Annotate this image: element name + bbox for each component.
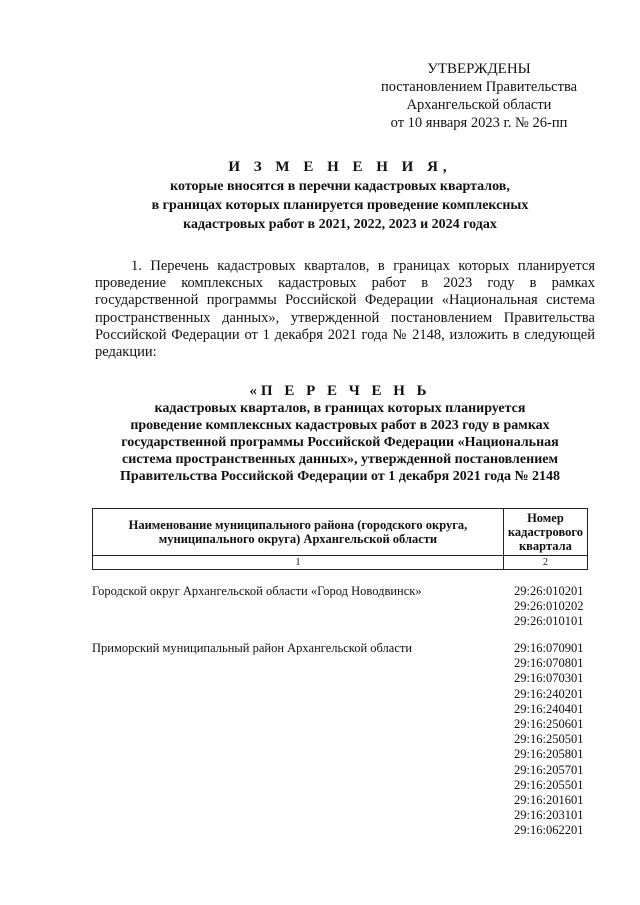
list-title-line: государственной программы Российской Федерации «Национальная: [121, 435, 559, 450]
list-title-line: система пространственных данных», утвержденной постановлением: [121, 452, 559, 467]
table-header: [92, 508, 588, 570]
quarter-code: 29:16:240201: [514, 686, 584, 701]
body-paragraph: 1. Перечень кадастровых кварталов, в границах которых планируется проведение комплексных кадастровых работ в 2023 году в рамках государственной программы Российской Федерации «Национальная система пространственных данных», утвержденной постановлением Правительства Российской Федерации от 1 декабря 2021 года № 2148, изложить в следующей редакции:: [95, 258, 595, 361]
approval-line: постановлением Правительства: [380, 79, 578, 95]
district-name: Приморский муниципальный район Архангельской области: [92, 641, 413, 655]
column-header-district: Наименование муниципального района (городского округа, муниципального округа) Архангельской области: [93, 509, 504, 556]
quarter-codes: [514, 641, 588, 839]
quarter-code: 29:16:250501: [514, 732, 584, 747]
approval-line: от 10 января 2023 г. № 26-пп: [390, 115, 568, 131]
list-heading: «П Е Р Е Ч Е Н Ь: [249, 383, 431, 399]
quarter-code: 29:26:010201: [514, 584, 584, 598]
approval-label: УТВЕРЖДЕНЫ: [427, 61, 531, 77]
column-number: 2: [503, 556, 587, 570]
list-title: [88, 383, 592, 485]
quarter-codes: [514, 584, 588, 630]
quarter-code: 29:16:203101: [514, 808, 584, 823]
quarter-code: 29:16:070901: [514, 641, 584, 655]
list-title-line: кадастровых кварталов, в границах которых планируется: [154, 401, 526, 416]
quarter-code: 29:16:240401: [514, 701, 584, 716]
changes-title-line: кадастровых работ в 2021, 2022, 2023 и 2024 годах: [183, 217, 497, 232]
approval-line: Архангельской области: [406, 97, 552, 113]
approval-block: [368, 60, 590, 132]
list-title-line: проведение комплексных кадастровых работ в 2023 году в рамках: [130, 418, 550, 433]
column-header-quarter: Номер кадастрового квартала: [503, 509, 587, 556]
quarter-code: 29:16:205801: [514, 747, 584, 762]
changes-title-line: в границах которых планируется проведение комплексных: [151, 198, 529, 213]
changes-title: [90, 158, 590, 234]
quarter-code: 29:16:205701: [514, 762, 584, 777]
changes-title-line: которые вносятся в перечни кадастровых кварталов,: [170, 179, 510, 194]
quarter-code: 29:26:010101: [514, 614, 584, 629]
quarter-code: 29:26:010202: [514, 599, 584, 614]
district-name: Городской округ Архангельской области «Город Новодвинск»: [92, 584, 422, 598]
changes-heading: И З М Е Н Е Н И Я,: [228, 159, 452, 175]
quarter-code: 29:16:070801: [514, 656, 584, 671]
quarter-code: 29:16:070301: [514, 671, 584, 686]
quarter-code: 29:16:201601: [514, 793, 584, 808]
column-number: 1: [93, 556, 504, 570]
quarter-code: 29:16:250601: [514, 717, 584, 732]
list-title-line: Правительства Российской Федерации от 1 декабря 2021 года № 2148: [119, 469, 561, 484]
quarter-code: 29:16:062201: [514, 823, 584, 838]
quarter-code: 29:16:205501: [514, 777, 584, 792]
